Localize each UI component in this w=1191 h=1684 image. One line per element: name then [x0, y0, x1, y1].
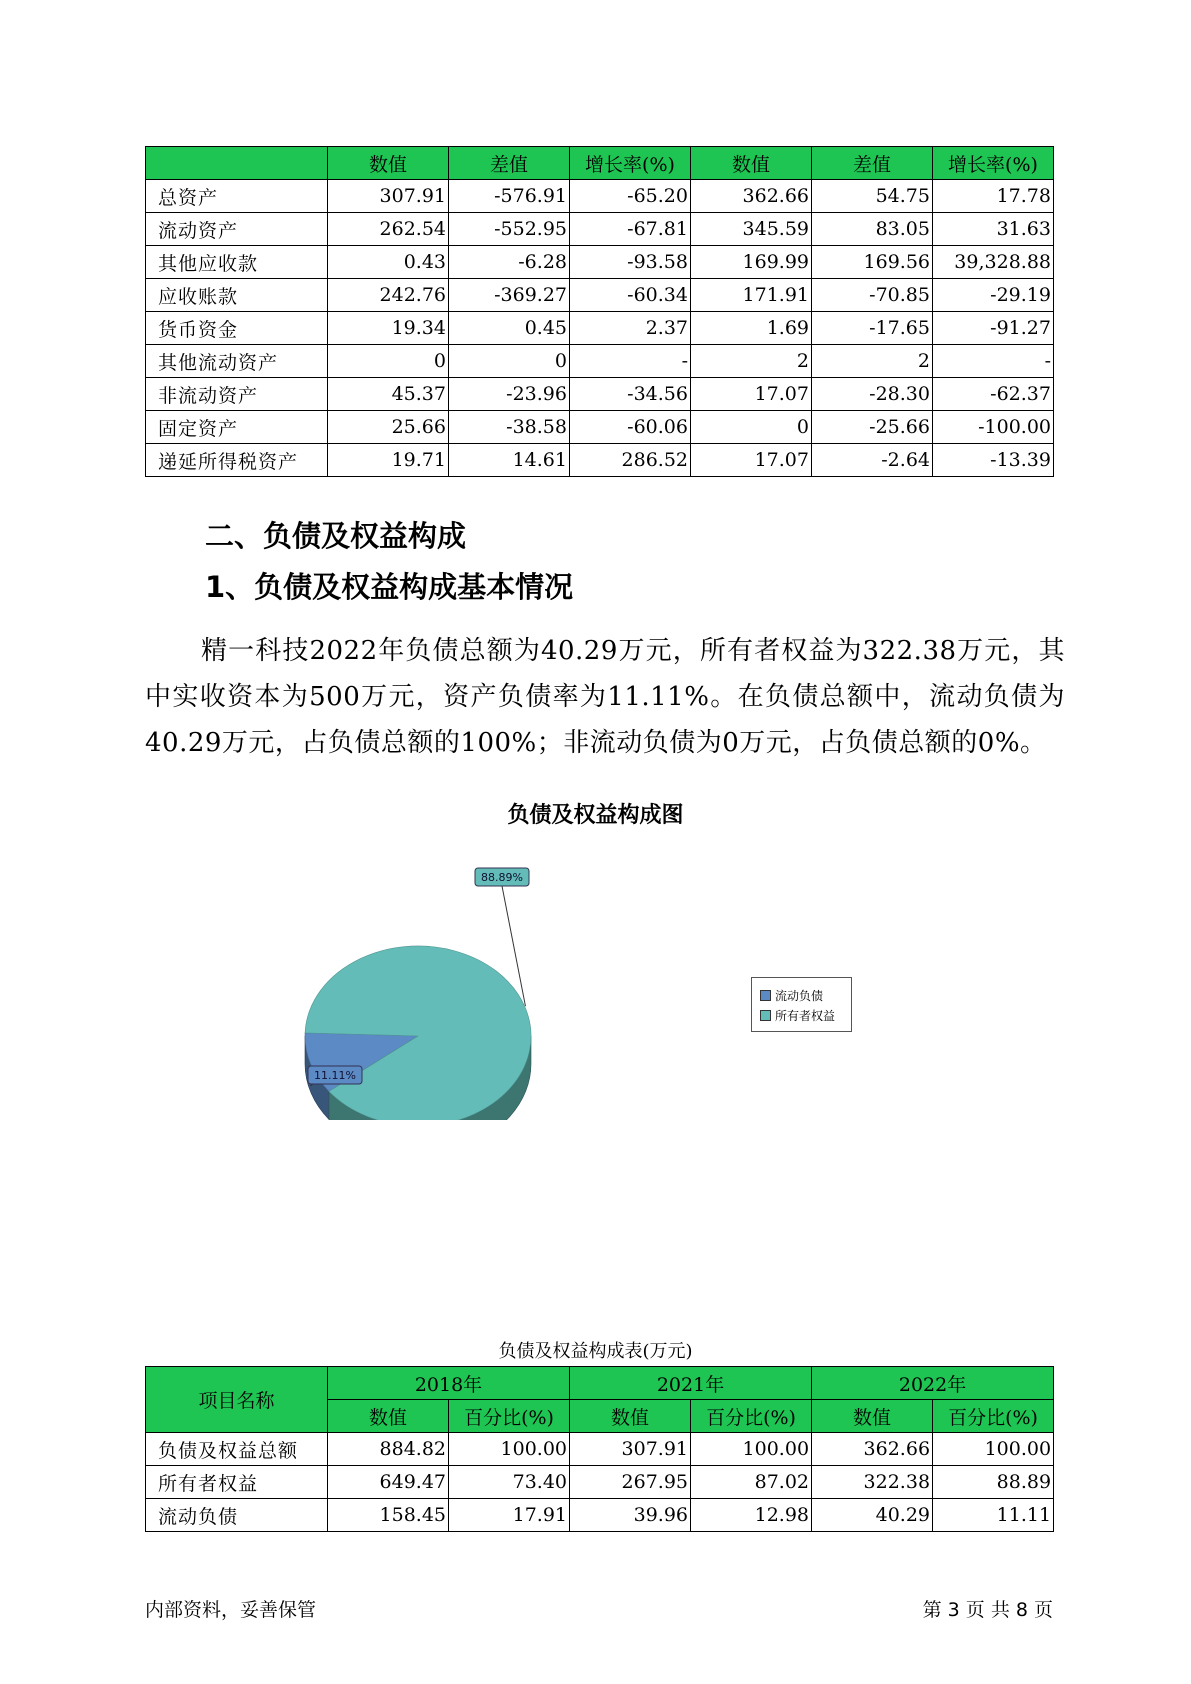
value-cell: -576.91 — [449, 180, 570, 213]
legend-label: 所有者权益 — [775, 1009, 836, 1023]
value-cell: 307.91 — [570, 1433, 691, 1466]
value-cell: 19.34 — [328, 312, 449, 345]
value-cell: 267.95 — [570, 1466, 691, 1499]
value-cell: -91.27 — [933, 312, 1054, 345]
value-cell: 31.63 — [933, 213, 1054, 246]
table-row — [146, 180, 1054, 213]
value-cell: -62.37 — [933, 378, 1054, 411]
row-label-cell: 其他流动资产 — [146, 345, 328, 378]
value-cell: -552.95 — [449, 213, 570, 246]
footer-confidential-note: 内部资料，妥善保管 — [145, 1599, 317, 1621]
value-cell: 2 — [812, 345, 933, 378]
header-cell: 百分比(%) — [691, 1400, 812, 1433]
value-cell: 73.40 — [449, 1466, 570, 1499]
value-cell: -369.27 — [449, 279, 570, 312]
value-cell: 39,328.88 — [933, 246, 1054, 279]
row-label-cell: 流动负债 — [146, 1499, 328, 1532]
chart-title: 负债及权益构成图 — [507, 803, 684, 828]
value-cell: 158.45 — [328, 1499, 449, 1532]
row-label-cell: 所有者权益 — [146, 1466, 328, 1499]
row-label-cell: 其他应收款 — [146, 246, 328, 279]
value-cell: 11.11 — [933, 1499, 1054, 1532]
pie-slice — [305, 946, 531, 1120]
header-cell: 增长率(%) — [933, 147, 1054, 180]
value-cell: 169.56 — [812, 246, 933, 279]
value-cell: 171.91 — [691, 279, 812, 312]
value-cell: 362.66 — [812, 1433, 933, 1466]
value-cell: - — [933, 345, 1054, 378]
value-cell: 322.38 — [812, 1466, 933, 1499]
row-label-cell: 固定资产 — [146, 411, 328, 444]
value-cell: 262.54 — [328, 213, 449, 246]
value-cell: 14.61 — [449, 444, 570, 477]
value-cell: -60.34 — [570, 279, 691, 312]
footer-page-number: 第 3 页 共 8 页 — [922, 1599, 1053, 1621]
header-cell: 差值 — [812, 147, 933, 180]
value-cell: 100.00 — [449, 1433, 570, 1466]
row-label-cell: 总资产 — [146, 180, 328, 213]
value-cell: 83.05 — [812, 213, 933, 246]
value-cell: 45.37 — [328, 378, 449, 411]
value-cell: -17.65 — [812, 312, 933, 345]
value-cell: 87.02 — [691, 1466, 812, 1499]
pie-data-label: 11.11% — [314, 1069, 356, 1082]
legend-item — [760, 1007, 835, 1024]
legend-label: 流动负债 — [775, 989, 824, 1003]
value-cell: -28.30 — [812, 378, 933, 411]
table-row — [146, 378, 1054, 411]
value-cell: 25.66 — [328, 411, 449, 444]
legend-item — [760, 987, 823, 1004]
value-cell: -60.06 — [570, 411, 691, 444]
header-cell: 差值 — [449, 147, 570, 180]
value-cell: -34.56 — [570, 378, 691, 411]
table-row — [146, 1433, 1054, 1466]
value-cell: 100.00 — [933, 1433, 1054, 1466]
pie-chart — [300, 860, 560, 1120]
value-cell: -70.85 — [812, 279, 933, 312]
value-cell: 0.43 — [328, 246, 449, 279]
value-cell: - — [570, 345, 691, 378]
table-row — [146, 279, 1054, 312]
value-cell: 286.52 — [570, 444, 691, 477]
value-cell: 2.37 — [570, 312, 691, 345]
value-cell: 0 — [449, 345, 570, 378]
header-cell-year: 2022年 — [812, 1367, 1054, 1400]
row-label-cell: 非流动资产 — [146, 378, 328, 411]
value-cell: 884.82 — [328, 1433, 449, 1466]
value-cell: 307.91 — [328, 180, 449, 213]
value-cell: 169.99 — [691, 246, 812, 279]
value-cell: 0 — [691, 411, 812, 444]
value-cell: 1.69 — [691, 312, 812, 345]
row-label-cell: 负债及权益总额 — [146, 1433, 328, 1466]
value-cell: 17.91 — [449, 1499, 570, 1532]
table-caption: 负债及权益构成表(万元) — [498, 1341, 693, 1362]
header-cell — [146, 147, 328, 180]
value-cell: -65.20 — [570, 180, 691, 213]
value-cell: 0.45 — [449, 312, 570, 345]
subsection-title: 1、负债及权益构成基本情况 — [205, 570, 574, 604]
row-label-cell: 递延所得税资产 — [146, 444, 328, 477]
legend-swatch — [760, 1010, 771, 1021]
value-cell: 40.29 — [812, 1499, 933, 1532]
value-cell: -23.96 — [449, 378, 570, 411]
table-row — [146, 1466, 1054, 1499]
value-cell: -93.58 — [570, 246, 691, 279]
header-cell-year: 2021年 — [570, 1367, 812, 1400]
value-cell: 88.89 — [933, 1466, 1054, 1499]
table-header-row — [146, 1367, 1054, 1400]
value-cell: 2 — [691, 345, 812, 378]
table-row — [146, 312, 1054, 345]
value-cell: -29.19 — [933, 279, 1054, 312]
value-cell: 17.07 — [691, 378, 812, 411]
header-cell: 增长率(%) — [570, 147, 691, 180]
table-header-row — [146, 147, 1054, 180]
table-body — [146, 180, 1054, 477]
value-cell: -13.39 — [933, 444, 1054, 477]
table-row — [146, 444, 1054, 477]
value-cell: 242.76 — [328, 279, 449, 312]
value-cell: -67.81 — [570, 213, 691, 246]
pie-slices — [305, 946, 531, 1120]
header-cell-year: 2018年 — [328, 1367, 570, 1400]
header-cell: 数值 — [691, 147, 812, 180]
value-cell: 39.96 — [570, 1499, 691, 1532]
row-label-cell: 流动资产 — [146, 213, 328, 246]
table-row — [146, 213, 1054, 246]
value-cell: 345.59 — [691, 213, 812, 246]
section-title: 二、负债及权益构成 — [205, 519, 467, 553]
value-cell: -6.28 — [449, 246, 570, 279]
row-label-cell: 货币资金 — [146, 312, 328, 345]
table-row — [146, 411, 1054, 444]
value-cell: -25.66 — [812, 411, 933, 444]
header-cell: 数值 — [328, 1400, 449, 1433]
liability-equity-table — [145, 1366, 1054, 1532]
value-cell: 649.47 — [328, 1466, 449, 1499]
value-cell: 17.07 — [691, 444, 812, 477]
value-cell: -2.64 — [812, 444, 933, 477]
value-cell: 362.66 — [691, 180, 812, 213]
value-cell: 12.98 — [691, 1499, 812, 1532]
body-paragraph: 精一科技2022年负债总额为40.29万元，所有者权益为322.38万元，其中实收资本为500万元，资产负债率为11.11%。在负债总额中，流动负债为40.29万元，占负债总额的100%；非流动负债为0万元，占负债总额的0%。 — [145, 636, 1065, 758]
table-row — [146, 345, 1054, 378]
value-cell: 17.78 — [933, 180, 1054, 213]
chart-legend — [751, 977, 852, 1032]
value-cell: -38.58 — [449, 411, 570, 444]
value-cell: 0 — [328, 345, 449, 378]
table-row — [146, 246, 1054, 279]
asset-change-table — [145, 146, 1054, 477]
header-cell: 数值 — [328, 147, 449, 180]
value-cell: -100.00 — [933, 411, 1054, 444]
header-cell: 百分比(%) — [933, 1400, 1054, 1433]
value-cell: 54.75 — [812, 180, 933, 213]
value-cell: 100.00 — [691, 1433, 812, 1466]
value-cell: 19.71 — [328, 444, 449, 477]
row-label-cell: 应收账款 — [146, 279, 328, 312]
table-row — [146, 1499, 1054, 1532]
header-cell: 百分比(%) — [449, 1400, 570, 1433]
header-cell: 数值 — [570, 1400, 691, 1433]
pie-data-label: 88.89% — [481, 871, 523, 884]
header-cell: 数值 — [812, 1400, 933, 1433]
header-cell-item: 项目名称 — [146, 1367, 328, 1433]
table-body — [146, 1433, 1054, 1532]
legend-swatch — [760, 990, 771, 1001]
